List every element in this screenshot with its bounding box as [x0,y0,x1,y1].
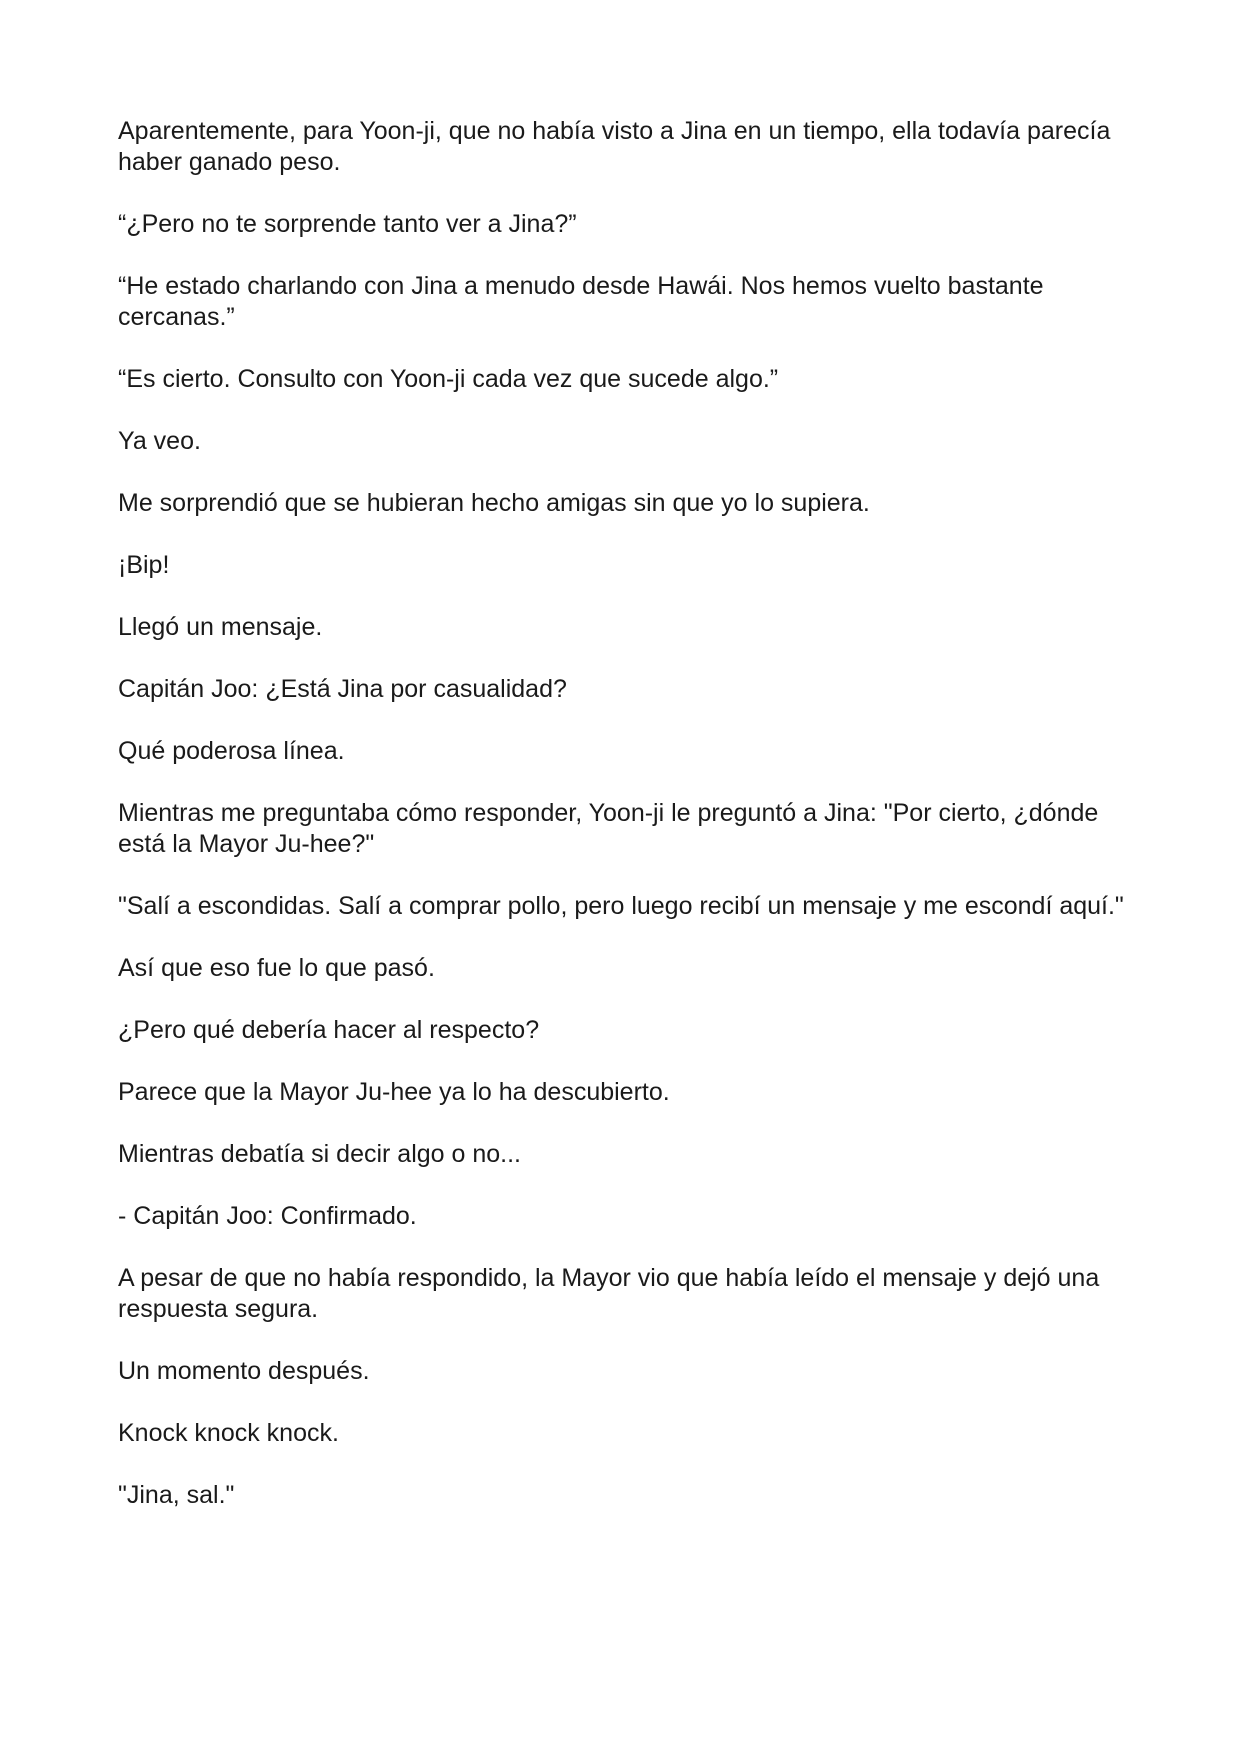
paragraph: Me sorprendió que se hubieran hecho amigas sin que yo lo supiera. [118,489,870,517]
paragraph: "Jina, sal." [118,1481,235,1509]
paragraph: “He estado charlando con Jina a menudo desde Hawái. Nos hemos vuelto bastante cercanas.” [118,272,1044,331]
paragraph: Capitán Joo: ¿Está Jina por casualidad? [118,675,567,703]
paragraph: Un momento después. [118,1357,370,1385]
paragraph: “¿Pero no te sorprende tanto ver a Jina?” [118,210,577,238]
paragraph: Así que eso fue lo que pasó. [118,954,435,982]
paragraph: Qué poderosa línea. [118,737,345,765]
paragraph: Mientras me preguntaba cómo responder, Yoon-ji le preguntó a Jina: "Por cierto, ¿dónde está la Mayor Ju-hee?" [118,799,1099,858]
paragraph: Llegó un mensaje. [118,613,323,641]
paragraph: “Es cierto. Consulto con Yoon-ji cada vez que sucede algo.” [118,365,779,393]
paragraph: Mientras debatía si decir algo o no... [118,1140,522,1168]
paragraph: Ya veo. [118,427,201,455]
paragraph: A pesar de que no había respondido, la Mayor vio que había leído el mensaje y dejó una respuesta segura. [118,1264,1100,1323]
paragraph: "Salí a escondidas. Salí a comprar pollo, pero luego recibí un mensaje y me escondí aquí." [118,892,1124,920]
paragraph: Knock knock knock. [118,1419,339,1447]
document-body [118,116,1138,1542]
paragraph: Parece que la Mayor Ju-hee ya lo ha descubierto. [118,1078,670,1106]
paragraph: ¡Bip! [118,551,170,579]
paragraph: ¿Pero qué debería hacer al respecto? [118,1016,540,1044]
paragraph: - Capitán Joo: Confirmado. [118,1202,417,1230]
paragraph: Aparentemente, para Yoon-ji, que no había visto a Jina en un tiempo, ella todavía parecía haber ganado peso. [118,117,1111,176]
